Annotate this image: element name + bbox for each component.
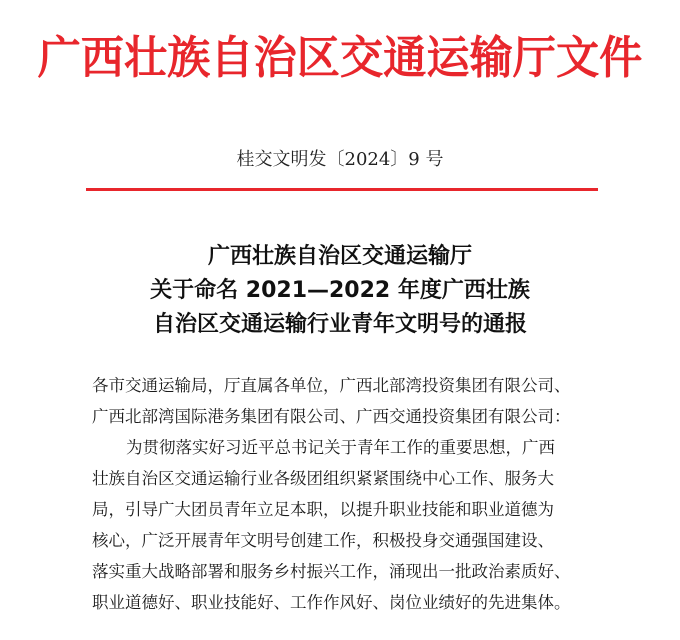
document-number: 桂交文明发〔2024〕9 号: [236, 149, 444, 170]
title-line-2: 关于命名 2021—2022 年度广西壮族: [150, 278, 530, 303]
red-divider-line: [86, 188, 598, 191]
addressee-line-2: 广西北部湾国际港务集团有限公司、广西交通投资集团有限公司：: [92, 407, 571, 426]
document-title: [0, 240, 680, 342]
paragraph-line: 局，引导广大团员青年立足本职，以提升职业技能和职业道德为: [92, 500, 554, 519]
paragraph-line: 核心，广泛开展青年文明号创建工作，积极投身交通强国建设、: [92, 531, 554, 550]
paragraph-line: 壮族自治区交通运输行业各级团组织紧紧围绕中心工作、服务大: [92, 469, 554, 488]
paragraph-line: 为贯彻落实好习近平总书记关于青年工作的重要思想，广西: [126, 438, 555, 457]
title-line-1: 广西壮族自治区交通运输厅: [207, 244, 472, 269]
title-line-3: 自治区交通运输行业青年文明号的通报: [152, 312, 527, 337]
paragraph-line: 落实重大战略部署和服务乡村振兴工作，涌现出一批政治素质好、: [92, 562, 571, 581]
document-body: [92, 370, 612, 618]
paragraph-line: 职业道德好、职业技能好、工作作风好、岗位业绩好的先进集体。: [92, 593, 571, 612]
masthead-title: 广西壮族自治区交通运输厅文件: [37, 31, 643, 84]
addressee-line-1: 各市交通运输局，厅直属各单位，广西北部湾投资集团有限公司、: [92, 376, 571, 395]
